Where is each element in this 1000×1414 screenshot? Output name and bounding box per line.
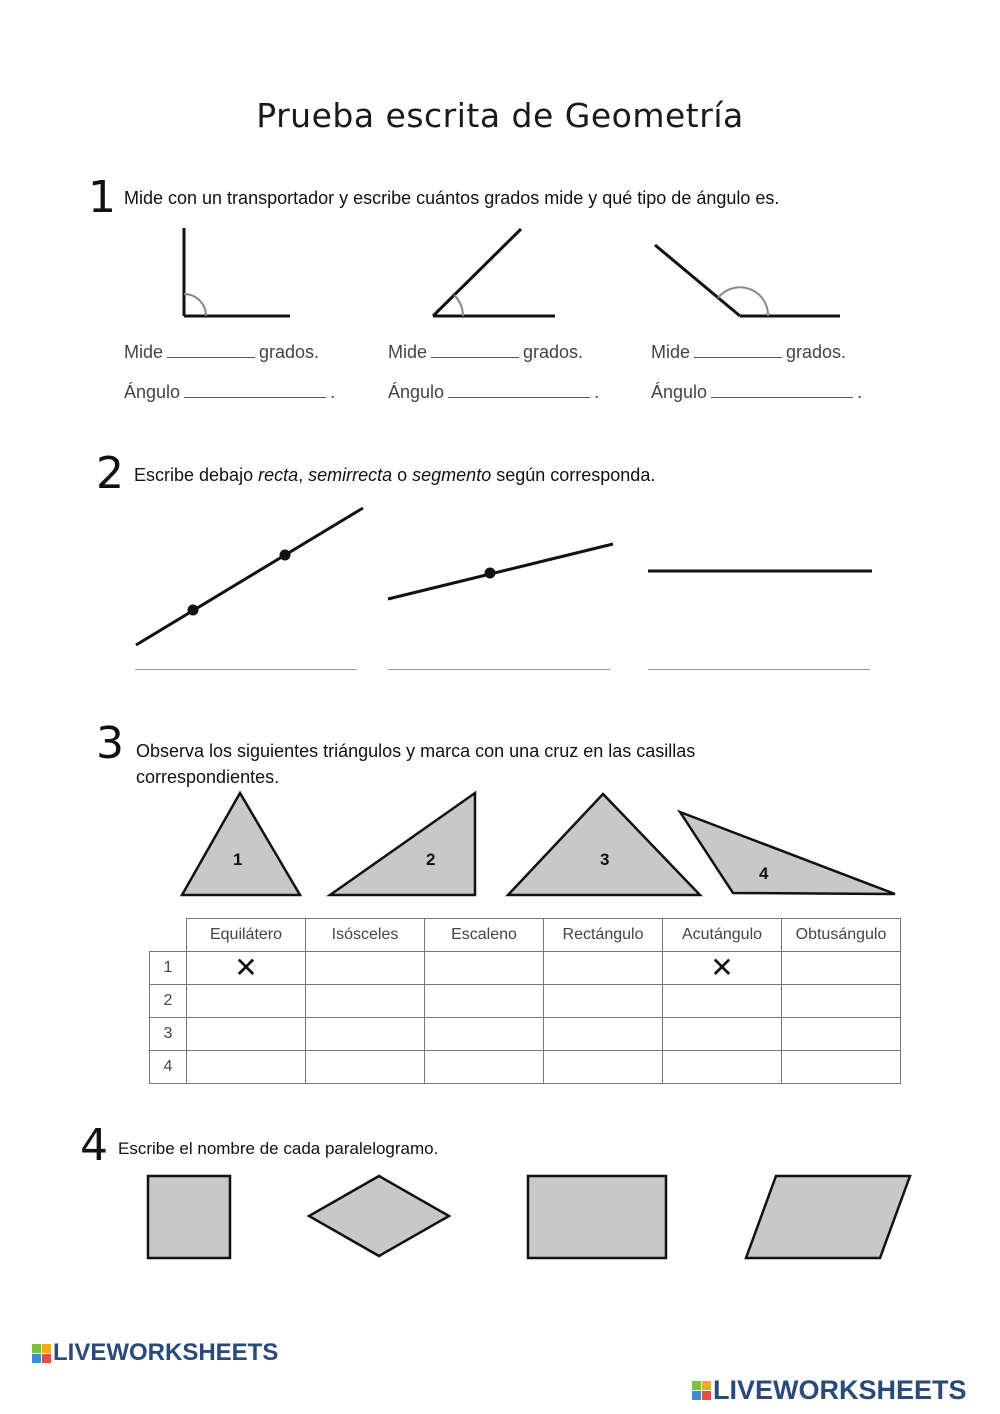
checkbox-cell[interactable] bbox=[782, 1018, 901, 1051]
row-number: 2 bbox=[150, 985, 187, 1018]
checkbox-cell[interactable] bbox=[782, 1051, 901, 1084]
mide-label: Mide bbox=[124, 342, 164, 362]
table-row bbox=[150, 952, 901, 985]
triangle-3 bbox=[508, 794, 700, 895]
table-row bbox=[150, 1018, 901, 1051]
cross-mark-icon: ✕ bbox=[710, 952, 734, 983]
period: . bbox=[594, 382, 600, 402]
angle-3-degrees-blank[interactable] bbox=[694, 356, 782, 358]
checkbox-cell[interactable] bbox=[425, 952, 544, 985]
checkbox-cell[interactable] bbox=[306, 1051, 425, 1084]
q2-text-part: Escribe debajo bbox=[134, 465, 259, 485]
checkbox-cell[interactable] bbox=[544, 1018, 663, 1051]
square-shape bbox=[148, 1176, 230, 1258]
question-1-text: Mide con un transportador y escribe cuántos grados mide y qué tipo de ángulo es. bbox=[124, 188, 780, 208]
checkbox-cell[interactable] bbox=[782, 952, 901, 985]
angle-1-type-blank[interactable] bbox=[184, 396, 326, 398]
question-1-number: 1 bbox=[88, 172, 116, 223]
angle-3-measure-row bbox=[651, 342, 846, 363]
angulo-label: Ángulo bbox=[388, 382, 445, 402]
checkbox-cell[interactable] bbox=[544, 1051, 663, 1084]
triangle-2-label: 2 bbox=[426, 850, 436, 869]
checkbox-cell[interactable] bbox=[306, 952, 425, 985]
table-row bbox=[150, 985, 901, 1018]
logo-text: LIVEWORKSHEETS bbox=[53, 1339, 279, 1366]
checkbox-cell[interactable] bbox=[425, 985, 544, 1018]
question-3-number: 3 bbox=[96, 718, 124, 769]
checkbox-cell[interactable] bbox=[306, 985, 425, 1018]
triangle-1-label: 1 bbox=[233, 850, 243, 869]
question-2-number: 2 bbox=[96, 448, 124, 499]
triangle-4 bbox=[680, 812, 895, 894]
q2-text-part: , bbox=[298, 465, 309, 485]
line-figure-recta bbox=[136, 508, 363, 645]
answer-line-1[interactable] bbox=[135, 668, 357, 670]
logo-icon bbox=[32, 1344, 51, 1363]
triangle-4-label: 4 bbox=[759, 864, 769, 883]
angle-1-degrees-blank[interactable] bbox=[167, 356, 255, 358]
angulo-label: Ángulo bbox=[124, 382, 181, 402]
checkbox-cell[interactable] bbox=[425, 1051, 544, 1084]
row-number: 3 bbox=[150, 1018, 187, 1051]
angulo-label: Ángulo bbox=[651, 382, 708, 402]
column-header: Rectángulo bbox=[544, 919, 663, 952]
table-header-row bbox=[150, 919, 901, 952]
column-header: Isósceles bbox=[306, 919, 425, 952]
table-corner bbox=[150, 919, 187, 952]
line-figure-semirrecta bbox=[388, 544, 613, 599]
rectangle-shape bbox=[528, 1176, 666, 1258]
checkbox-cell[interactable] bbox=[663, 1018, 782, 1051]
q2-word-segmento: segmento bbox=[412, 465, 492, 485]
checkbox-cell[interactable] bbox=[187, 985, 306, 1018]
liveworksheets-footer-logo bbox=[692, 1375, 967, 1406]
angle-2-degrees-blank[interactable] bbox=[431, 356, 519, 358]
mide-label: Mide bbox=[651, 342, 691, 362]
question-3-text: Observa los siguientes triángulos y marca con una cruz en las casillas correspondientes. bbox=[136, 741, 696, 787]
q2-word-semirrecta: semirrecta bbox=[308, 465, 393, 485]
checkbox-cell[interactable] bbox=[187, 952, 306, 985]
question-2-text bbox=[134, 465, 655, 486]
question-4-number: 4 bbox=[80, 1120, 108, 1171]
cross-mark-icon: ✕ bbox=[234, 952, 258, 983]
checkbox-cell[interactable] bbox=[544, 985, 663, 1018]
row-number: 4 bbox=[150, 1051, 187, 1084]
q2-word-recta: recta bbox=[258, 465, 299, 485]
angle-2-type-blank[interactable] bbox=[448, 396, 590, 398]
page-title: Prueba escrita de Geometría bbox=[256, 96, 744, 135]
period: . bbox=[330, 382, 336, 402]
triangle-2 bbox=[330, 793, 475, 895]
row-number: 1 bbox=[150, 952, 187, 985]
table-row bbox=[150, 1051, 901, 1084]
column-header: Equilátero bbox=[187, 919, 306, 952]
acute-angle-figure bbox=[433, 229, 555, 316]
angle-1-type-row bbox=[124, 382, 335, 403]
grados-label: grados. bbox=[786, 342, 847, 362]
q2-text-part: según corresponda. bbox=[491, 465, 656, 485]
checkbox-cell[interactable] bbox=[663, 952, 782, 985]
checkbox-cell[interactable] bbox=[425, 1018, 544, 1051]
angle-2-measure-row bbox=[388, 342, 583, 363]
grados-label: grados. bbox=[259, 342, 320, 362]
rhomboid-shape bbox=[746, 1176, 910, 1258]
triangle-classification-table bbox=[149, 918, 901, 1084]
triangle-3-label: 3 bbox=[600, 850, 610, 869]
question-4-text: Escribe el nombre de cada paralelogramo. bbox=[118, 1139, 439, 1158]
checkbox-cell[interactable] bbox=[306, 1018, 425, 1051]
checkbox-cell[interactable] bbox=[544, 952, 663, 985]
column-header: Obtusángulo bbox=[782, 919, 901, 952]
checkbox-cell[interactable] bbox=[663, 985, 782, 1018]
answer-line-3[interactable] bbox=[648, 668, 870, 670]
angle-3-type-row bbox=[651, 382, 862, 403]
checkbox-cell[interactable] bbox=[782, 985, 901, 1018]
q2-text-part: o bbox=[392, 465, 413, 485]
checkbox-cell[interactable] bbox=[187, 1051, 306, 1084]
mide-label: Mide bbox=[388, 342, 428, 362]
angle-3-type-blank[interactable] bbox=[711, 396, 853, 398]
period: . bbox=[857, 382, 863, 402]
rhombus-shape bbox=[309, 1176, 449, 1256]
liveworksheets-logo bbox=[32, 1339, 278, 1367]
grados-label: grados. bbox=[523, 342, 584, 362]
logo-text: LIVEWORKSHEETS bbox=[713, 1375, 967, 1405]
right-angle-figure bbox=[184, 228, 290, 316]
answer-line-2[interactable] bbox=[388, 668, 610, 670]
angle-1-measure-row bbox=[124, 342, 319, 363]
checkbox-cell[interactable] bbox=[187, 1018, 306, 1051]
checkbox-cell[interactable] bbox=[663, 1051, 782, 1084]
triangle-1 bbox=[182, 793, 300, 895]
obtuse-angle-figure bbox=[655, 245, 840, 316]
column-header: Escaleno bbox=[425, 919, 544, 952]
logo-icon bbox=[692, 1381, 711, 1400]
angle-2-type-row bbox=[388, 382, 599, 403]
column-header: Acutángulo bbox=[663, 919, 782, 952]
